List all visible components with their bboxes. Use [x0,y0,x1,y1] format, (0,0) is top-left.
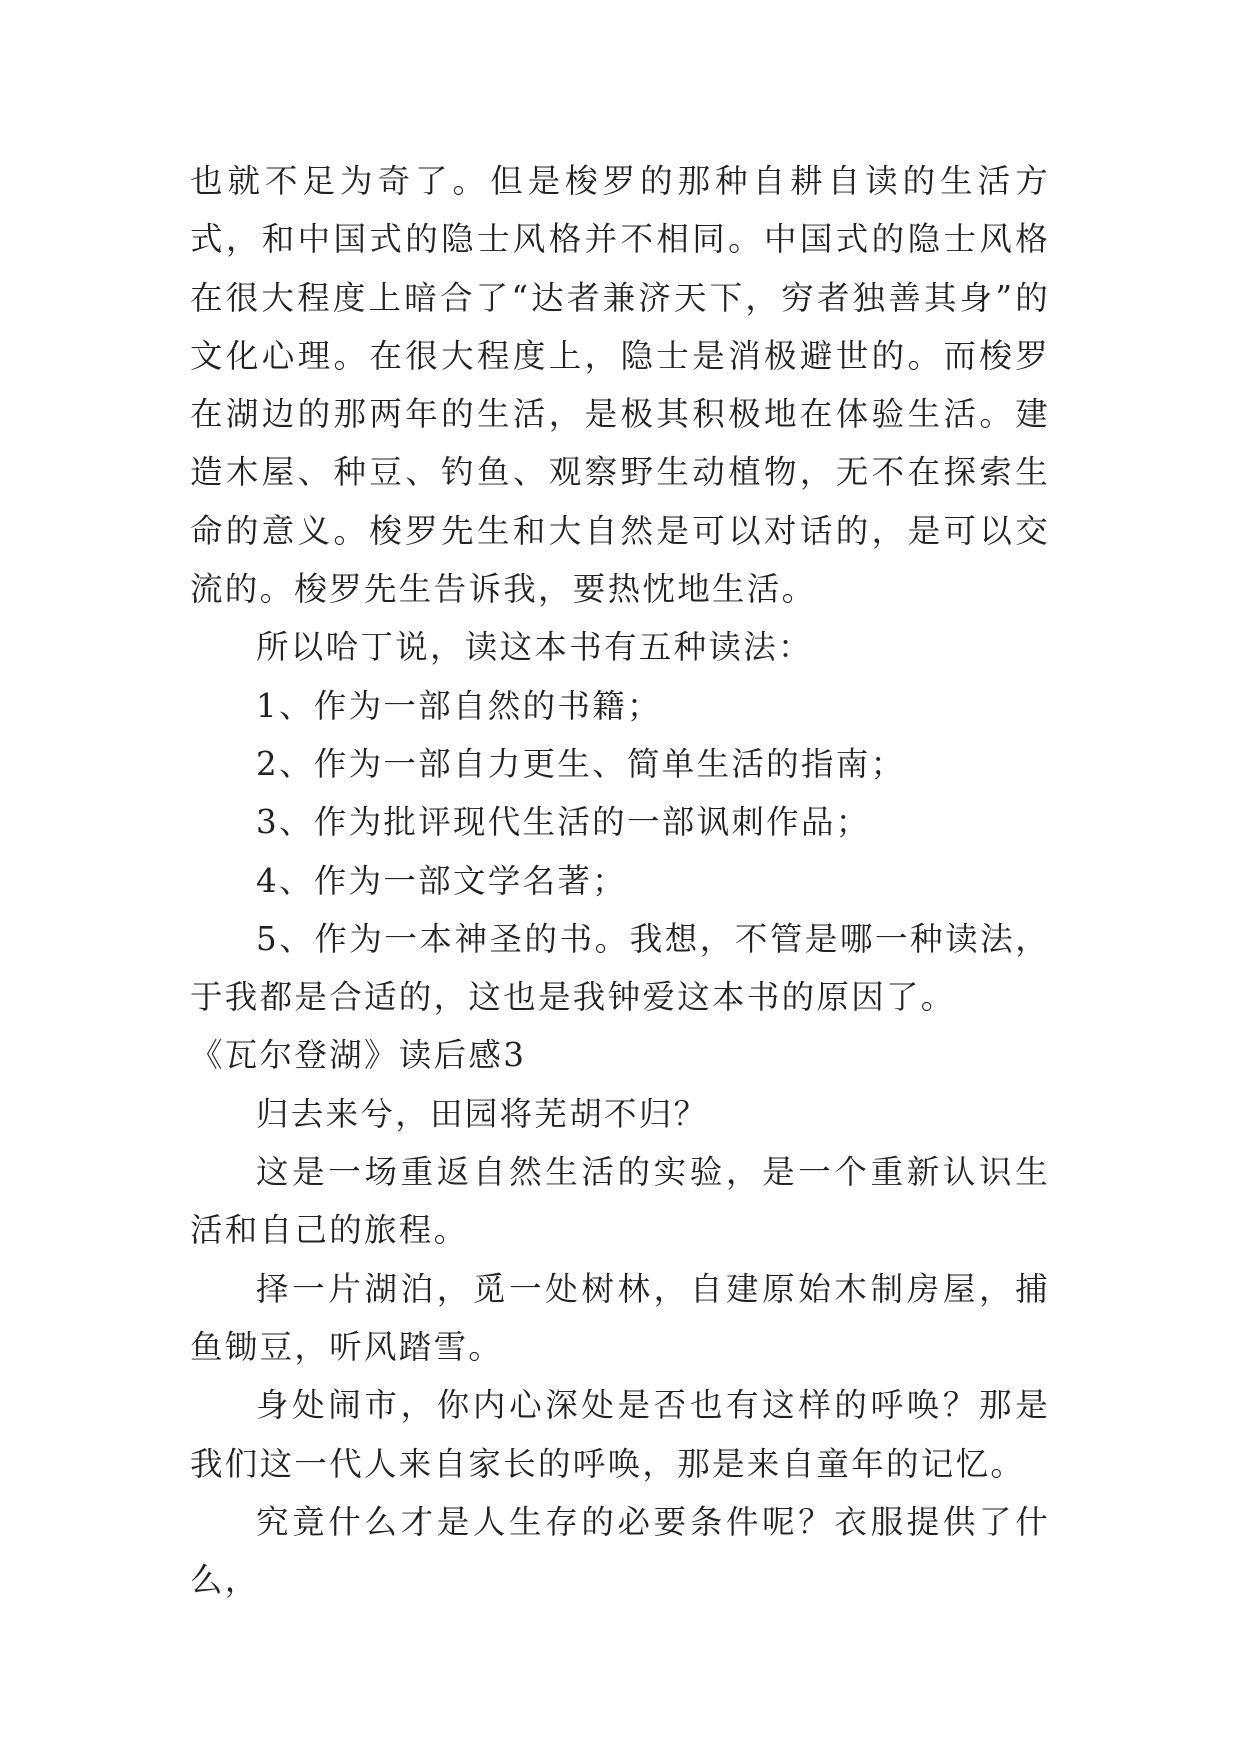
paragraph: 究竟什么才是人生存的必要条件呢？衣服提供了什么， [190,1502,1050,1600]
list-item: 3、作为批评现代生活的一部讽刺作品； [256,803,871,842]
list-item: 1、作为一部自然的书籍； [256,686,662,725]
list-item: 4、作为一部文学名著； [256,861,627,900]
list-item: 2、作为一部自力更生、简单生活的指南； [256,744,906,783]
paragraph: 择一片湖泊，觅一处树林，自建原始木制房屋，捕鱼锄豆，听风踏雪。 [190,1269,1050,1366]
list-item: 5、作为一本神圣的书。我想，不管是哪一种读法，于我都是合适的，这也是我钟爱这本书的原因了。 [190,919,1050,1017]
paragraph: 也就不足为奇了。但是梭罗的那种自耕自读的生活方式，和中国式的隐士风格并不相同。中国式的隐士风格在很大程度上暗合了“达者兼济天下，穷者独善其身”的文化心理。在很大程度上，隐士是消极避世的。而梭罗在湖边的那两年的生活，是极其积极地在体验生活。建造木屋、种豆、钓鱼、观察野生动植物，无不在探索生命的意义。梭罗先生和大自然是可以对话的，是可以交流的。梭罗先生告诉我，要热忱地生活。 [190,162,1050,609]
document-page [190,152,1050,1609]
paragraph: 这是一场重返自然生活的实验，是一个重新认识生活和自己的旅程。 [190,1153,1050,1250]
paragraph: 所以哈丁说，读这本书有五种读法： [256,628,813,667]
paragraph: 归去来兮，田园将芜胡不归？ [256,1094,709,1133]
paragraph: 身处闹市，你内心深处是否也有这样的呼唤？那是我们这一代人来自家长的呼唤，那是来自童年的记忆。 [190,1386,1050,1483]
section-heading: 《瓦尔登湖》读后感3 [190,1036,527,1075]
